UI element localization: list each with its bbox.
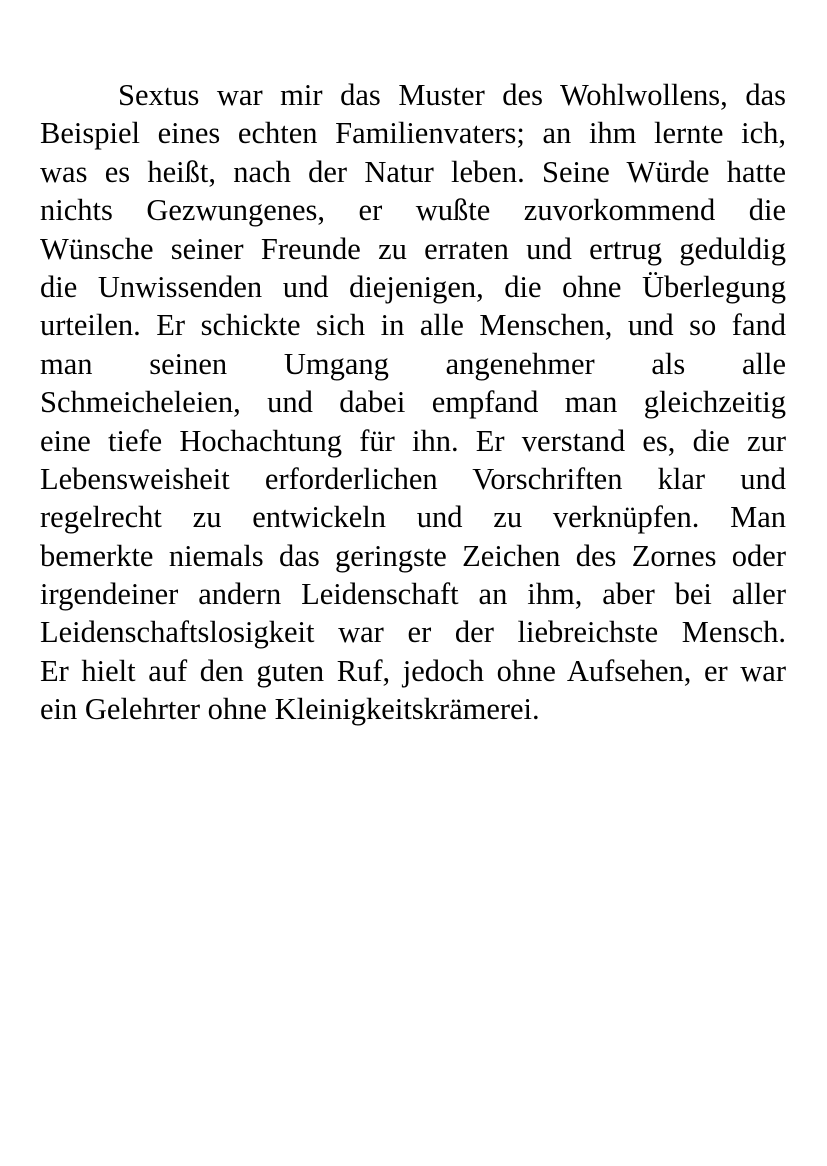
paragraph-line-14: irgendeiner andern Leidenschaft an ihm, aber bei aller [40,577,786,612]
paragraph-line-3: was es heißt, nach der Natur leben. Seine Würde hatte [40,154,786,189]
body-paragraph [40,76,786,729]
paragraph-line-13: bemerkte niemals das geringste Zeichen des Zornes oder [40,538,786,573]
paragraph-line-5: Wünsche seiner Freunde zu erraten und ertrug geduldig [40,231,786,266]
paragraph-line-7: urteilen. Er schickte sich in alle Menschen, und so fand [40,308,786,343]
paragraph-line-6: die Unwissenden und diejenigen, die ohne Überlegung [40,269,786,304]
paragraph-line-10: eine tiefe Hochachtung für ihn. Er verstand es, die zur [40,423,786,458]
paragraph-line-11: Lebensweisheit erforderlichen Vorschriften klar und [40,461,786,496]
paragraph-line-15: Leidenschaftslosigkeit war er der liebreichste Mensch. [40,615,786,650]
paragraph-line-12: regelrecht zu entwickeln und zu verknüpfen. Man [40,500,786,535]
paragraph-line-2: Beispiel eines echten Familienvaters; an ihm lernte ich, [40,116,786,151]
paragraph-line-4: nichts Gezwungenes, er wußte zuvorkommend die [40,193,786,228]
paragraph-line-8: man seinen Umgang angenehmer als alle [40,346,786,381]
paragraph-line-16: Er hielt auf den guten Ruf, jedoch ohne Aufsehen, er war [40,653,786,688]
paragraph-line-17: ein Gelehrter ohne Kleinigkeitskrämerei. [40,692,540,727]
paragraph-line-1: Sextus war mir das Muster des Wohlwollens, das [118,78,786,112]
paragraph-line-9: Schmeicheleien, und dabei empfand man gleichzeitig [40,385,786,420]
